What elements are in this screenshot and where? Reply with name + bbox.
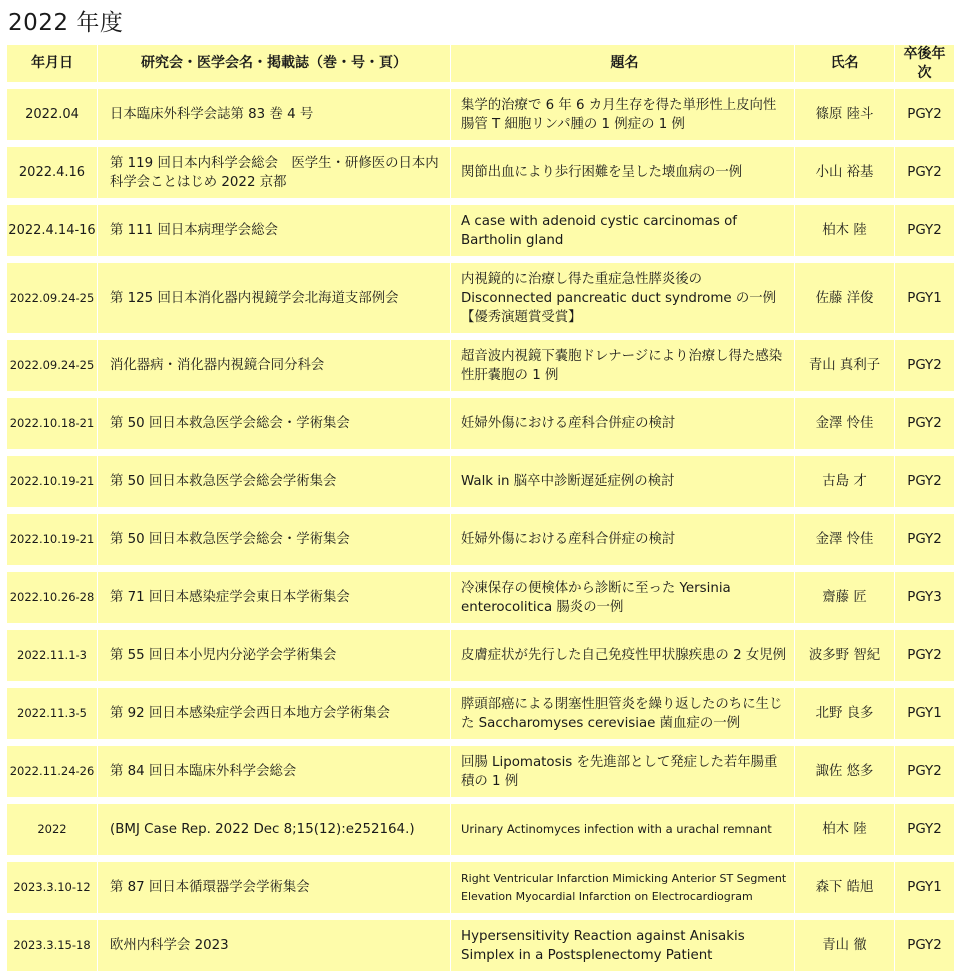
table-row [7, 147, 954, 198]
cell-pgy: PGY3 [894, 572, 954, 623]
cell-pgy: PGY2 [894, 804, 954, 855]
cell-conference: 第 92 回日本感染症学会西日本地方会学術集会 [97, 688, 450, 739]
cell-conference: 第 71 回日本感染症学会東日本学術集会 [97, 572, 450, 623]
cell-conference: 第 125 回日本消化器内視鏡学会北海道支部例会 [97, 263, 450, 333]
cell-title: 内視鏡的に治療し得た重症急性膵炎後の Disconnected pancreatic duct syndrome の一例【優秀演題賞受賞】 [450, 263, 794, 333]
cell-pgy: PGY1 [894, 263, 954, 333]
cell-name: 柏木 陸 [794, 205, 894, 256]
cell-date: 2022.11.1-3 [17, 648, 87, 662]
cell-title: 関節出血により歩行困難を呈した壊血病の一例 [450, 147, 794, 198]
cell-date: 2022.10.19-21 [9, 474, 95, 488]
cell-conference: 日本臨床外科学会誌第 83 巻 4 号 [97, 89, 450, 140]
cell-conference: 第 55 回日本小児内分泌学会学術集会 [97, 630, 450, 681]
cell-date: 2022.11.3-5 [17, 706, 87, 720]
cell-title: 回腸 Lipomatosis を先進部として発症した若年腸重積の 1 例 [450, 746, 794, 797]
cell-pgy: PGY2 [894, 205, 954, 256]
cell-conference: 第 119 回日本内科学会総会 医学生・研修医の日本内科学会ことはじめ 2022 京都 [97, 147, 450, 198]
cell-name: 柏木 陸 [794, 804, 894, 855]
cell-conference: 第 50 回日本救急医学会総会学術集会 [97, 456, 450, 507]
cell-pgy: PGY2 [894, 89, 954, 140]
cell-conference: (BMJ Case Rep. 2022 Dec 8;15(12):e252164.) [97, 804, 450, 855]
cell-date: 2022.09.24-25 [9, 358, 95, 372]
cell-name: 波多野 智紀 [794, 630, 894, 681]
table-header-row [7, 45, 954, 82]
header-pgy: 卒後年次 [894, 45, 954, 82]
table-row [7, 398, 954, 449]
cell-name: 北野 良多 [794, 688, 894, 739]
table-row [7, 514, 954, 565]
cell-pgy: PGY2 [894, 398, 954, 449]
cell-pgy: PGY2 [894, 630, 954, 681]
cell-pgy: PGY2 [894, 340, 954, 391]
cell-title: Urinary Actinomyces infection with a urachal remnant [450, 804, 794, 855]
table-row [7, 205, 954, 256]
table-row [7, 862, 954, 913]
table-row [7, 920, 954, 971]
header-title: 題名 [450, 45, 794, 82]
cell-date: 2022.04 [25, 107, 79, 122]
cell-title: Right Ventricular Infarction Mimicking Anterior ST Segment Elevation Myocardial Infarction on Electrocardiogram [450, 862, 794, 913]
cell-pgy: PGY2 [894, 920, 954, 971]
cell-conference: 第 87 回日本循環器学会学術集会 [97, 862, 450, 913]
cell-name: 青山 徹 [794, 920, 894, 971]
presentations-table [7, 45, 954, 971]
cell-conference: 欧州内科学会 2023 [97, 920, 450, 971]
cell-name: 金澤 怜佳 [794, 514, 894, 565]
cell-date: 2022.4.14-16 [8, 223, 96, 238]
cell-date: 2023.3.10-12 [13, 880, 91, 894]
table-row [7, 746, 954, 797]
cell-conference: 第 84 回日本臨床外科学会総会 [97, 746, 450, 797]
page-title: 2022 年度 [8, 10, 124, 36]
cell-title: 膵頭部癌による閉塞性胆管炎を繰り返したのちに生じた Saccharomyses cerevisiae 菌血症の一例 [450, 688, 794, 739]
cell-title: 皮膚症状が先行した自己免疫性甲状腺疾患の 2 女児例 [450, 630, 794, 681]
table-row [7, 263, 954, 333]
cell-date: 2022 [37, 822, 67, 836]
table-row [7, 89, 954, 140]
cell-title: 妊婦外傷における産科合併症の検討 [450, 398, 794, 449]
table-row [7, 340, 954, 391]
cell-conference: 第 111 回日本病理学会総会 [97, 205, 450, 256]
cell-date: 2022.4.16 [18, 165, 86, 180]
cell-name: 齋藤 匠 [794, 572, 894, 623]
cell-title: 妊婦外傷における産科合併症の検討 [450, 514, 794, 565]
cell-pgy: PGY1 [894, 688, 954, 739]
cell-conference: 第 50 回日本救急医学会総会・学術集会 [97, 398, 450, 449]
cell-name: 金澤 怜佳 [794, 398, 894, 449]
cell-date: 2022.09.24-25 [9, 290, 95, 305]
cell-pgy: PGY2 [894, 746, 954, 797]
cell-name: 諏佐 悠多 [794, 746, 894, 797]
header-name: 氏名 [794, 45, 894, 82]
cell-title: A case with adenoid cystic carcinomas of Bartholin gland [450, 205, 794, 256]
header-date: 年月日 [31, 55, 73, 71]
table-row [7, 456, 954, 507]
cell-title: 超音波内視鏡下嚢胞ドレナージにより治療し得た感染性肝嚢胞の 1 例 [450, 340, 794, 391]
cell-date: 2022.10.26-28 [9, 590, 95, 604]
table-row [7, 630, 954, 681]
table-row [7, 688, 954, 739]
cell-name: 篠原 陸斗 [794, 89, 894, 140]
cell-name: 小山 裕基 [794, 147, 894, 198]
cell-pgy: PGY2 [894, 456, 954, 507]
cell-conference: 消化器病・消化器内視鏡合同分科会 [97, 340, 450, 391]
cell-title: Hypersensitivity Reaction against Anisakis Simplex in a Postsplenectomy Patient [450, 920, 794, 971]
cell-title: 冷凍保存の便検体から診断に至った Yersinia enterocolitica 腸炎の一例 [450, 572, 794, 623]
cell-pgy: PGY2 [894, 514, 954, 565]
cell-conference: 第 50 回日本救急医学会総会・学術集会 [97, 514, 450, 565]
cell-name: 古島 才 [794, 456, 894, 507]
cell-date: 2022.10.19-21 [9, 532, 95, 546]
cell-name: 森下 皓旭 [794, 862, 894, 913]
cell-title: Walk in 脳卒中診断遅延症例の検討 [450, 456, 794, 507]
header-conference: 研究会・医学会名・掲載誌（巻・号・頁） [97, 45, 450, 82]
cell-date: 2023.3.15-18 [13, 938, 91, 952]
table-row [7, 804, 954, 855]
cell-pgy: PGY1 [894, 862, 954, 913]
cell-title: 集学的治療で 6 年 6 カ月生存を得た単形性上皮向性腸管 T 細胞リンパ腫の 1 例症の 1 例 [450, 89, 794, 140]
cell-name: 青山 真利子 [794, 340, 894, 391]
table-row [7, 572, 954, 623]
cell-name: 佐藤 洋俊 [794, 263, 894, 333]
cell-date: 2022.11.24-26 [9, 764, 95, 778]
cell-date: 2022.10.18-21 [9, 416, 95, 430]
cell-pgy: PGY2 [894, 147, 954, 198]
